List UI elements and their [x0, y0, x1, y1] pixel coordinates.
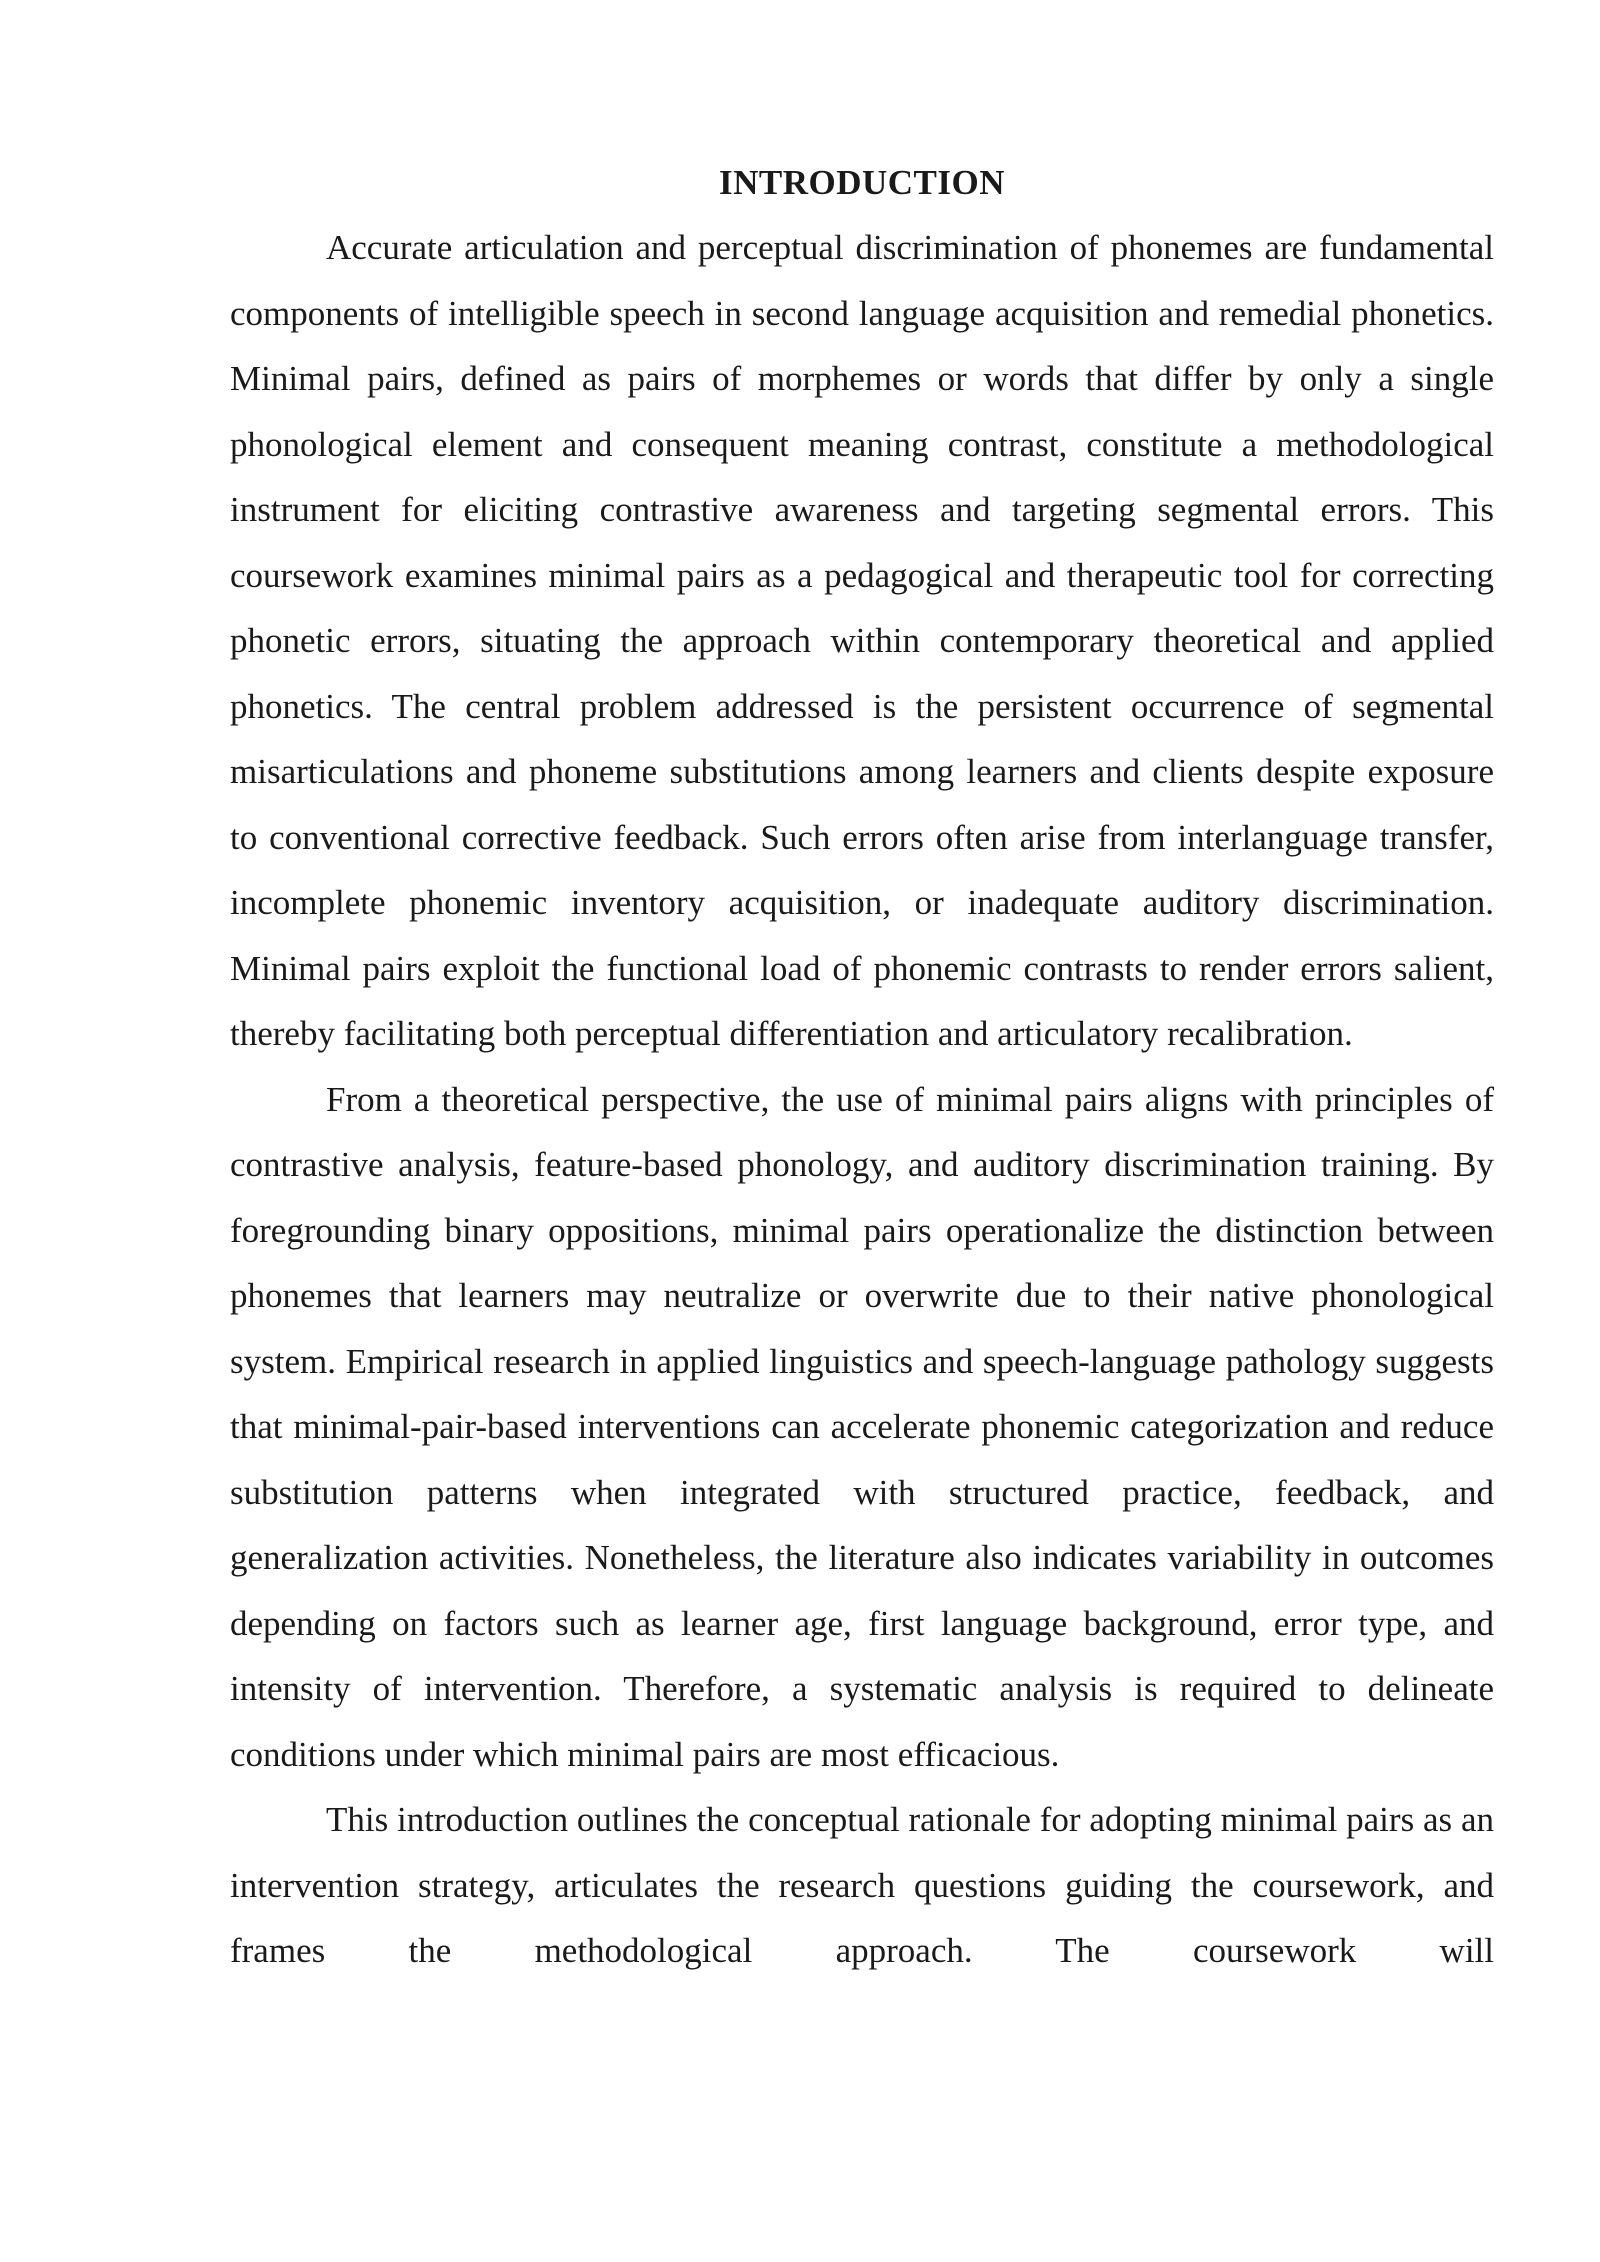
paragraph-1: Accurate articulation and perceptual discrimination of phonemes are fundamental components of intelligible speech in second language acquisition and remedial phonetics. Minimal pairs, defined as pairs of morphemes or words that differ by only a single phonological element and consequent meaning contrast, constitute a methodological instrument for eliciting contrastive awareness and targeting segmental errors. This coursework examines minimal pairs as a pedagogical and therapeutic tool for correcting phonetic errors, situating the approach within contemporary theoretical and applied phonetics. The central problem addressed is the persistent occurrence of segmental misarticulations and phoneme substitutions among learners and clients despite exposure to conventional corrective feedback. Such errors often arise from interlanguage transfer, incomplete phonemic inventory acquisition, or inadequate auditory discrimination. Minimal pairs exploit the functional load of phonemic contrasts to render errors salient, thereby facilitating both perceptual differentiation and articulatory recalibration.	[230, 228, 1494, 1053]
page-title: INTRODUCTION	[718, 163, 1006, 202]
document-body	[230, 150, 1494, 1984]
paragraph-3: This introduction outlines the conceptual rationale for adopting minimal pairs as an intervention strategy, articulates the research questions guiding the coursework, and frames the methodological approach. The coursework will	[230, 1800, 1494, 1970]
paragraph-2: From a theoretical perspective, the use of minimal pairs aligns with principles of contrastive analysis, feature-based phonology, and auditory discrimination training. By foregrounding binary oppositions, minimal pairs operationalize the distinction between phonemes that learners may neutralize or overwrite due to their native phonological system. Empirical research in applied linguistics and speech-language pathology suggests that minimal-pair-based interventions can accelerate phonemic categorization and reduce substitution patterns when integrated with structured practice, feedback, and generalization activities. Nonetheless, the literature also indicates variability in outcomes depending on factors such as learner age, first language background, error type, and intensity of intervention. Therefore, a systematic analysis is required to delineate conditions under which minimal pairs are most efficacious.	[230, 1079, 1494, 1774]
